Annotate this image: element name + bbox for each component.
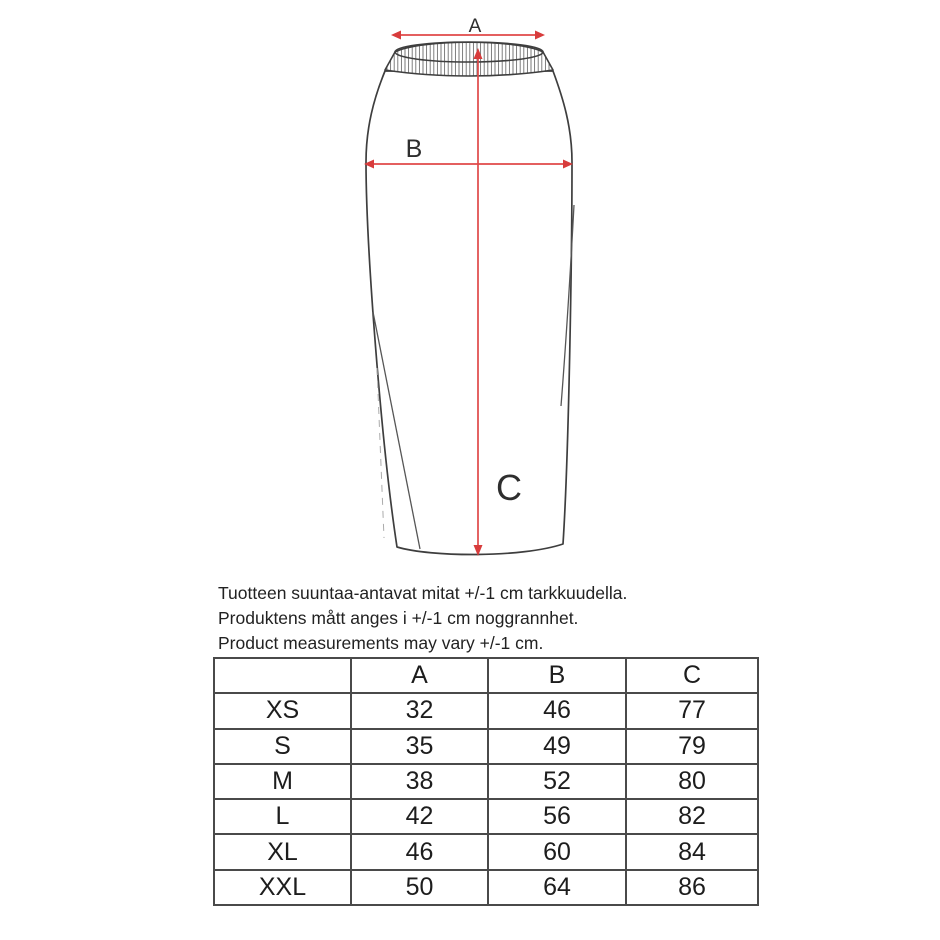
table-row-xs xyxy=(214,693,758,728)
value-c: 84 xyxy=(626,834,758,869)
size-label: XL xyxy=(214,834,351,869)
value-c: 77 xyxy=(626,693,758,728)
size-label: XXL xyxy=(214,870,351,905)
size-label: M xyxy=(214,764,351,799)
table-row-l xyxy=(214,799,758,834)
value-b: 56 xyxy=(488,799,626,834)
value-a: 35 xyxy=(351,729,488,764)
note-english: Product measurements may vary +/-1 cm. xyxy=(218,633,544,653)
table-row-s xyxy=(214,729,758,764)
table-row-xl xyxy=(214,834,758,869)
value-b: 49 xyxy=(488,729,626,764)
value-c: 79 xyxy=(626,729,758,764)
label-b: B xyxy=(405,135,423,163)
header-col-c: C xyxy=(626,658,758,693)
value-b: 46 xyxy=(488,693,626,728)
value-b: 64 xyxy=(488,870,626,905)
tolerance-notes xyxy=(218,581,627,656)
value-b: 52 xyxy=(488,764,626,799)
size-label: S xyxy=(214,729,351,764)
value-c: 82 xyxy=(626,799,758,834)
size-measurement-table xyxy=(213,657,759,906)
value-a: 42 xyxy=(351,799,488,834)
header-col-b: B xyxy=(488,658,626,693)
waistband-ribbed xyxy=(385,42,553,76)
value-c: 80 xyxy=(626,764,758,799)
header-empty-cell xyxy=(214,658,351,693)
value-c: 86 xyxy=(626,870,758,905)
skirt-body-outline xyxy=(366,71,572,555)
value-a: 32 xyxy=(351,693,488,728)
size-label: XS xyxy=(214,693,351,728)
label-a: A xyxy=(468,16,482,37)
label-c: C xyxy=(496,467,522,508)
value-a: 38 xyxy=(351,764,488,799)
header-col-a: A xyxy=(351,658,488,693)
value-b: 60 xyxy=(488,834,626,869)
size-label: L xyxy=(214,799,351,834)
note-finnish: Tuotteen suuntaa-antavat mitat +/-1 cm tarkkuudella. xyxy=(218,583,628,603)
table-row-xxl xyxy=(214,870,758,905)
table-row-m xyxy=(214,764,758,799)
note-swedish: Produktens mått anges i +/-1 cm noggrannhet. xyxy=(218,608,579,628)
value-a: 50 xyxy=(351,870,488,905)
value-a: 46 xyxy=(351,834,488,869)
table-header-row xyxy=(214,658,758,693)
